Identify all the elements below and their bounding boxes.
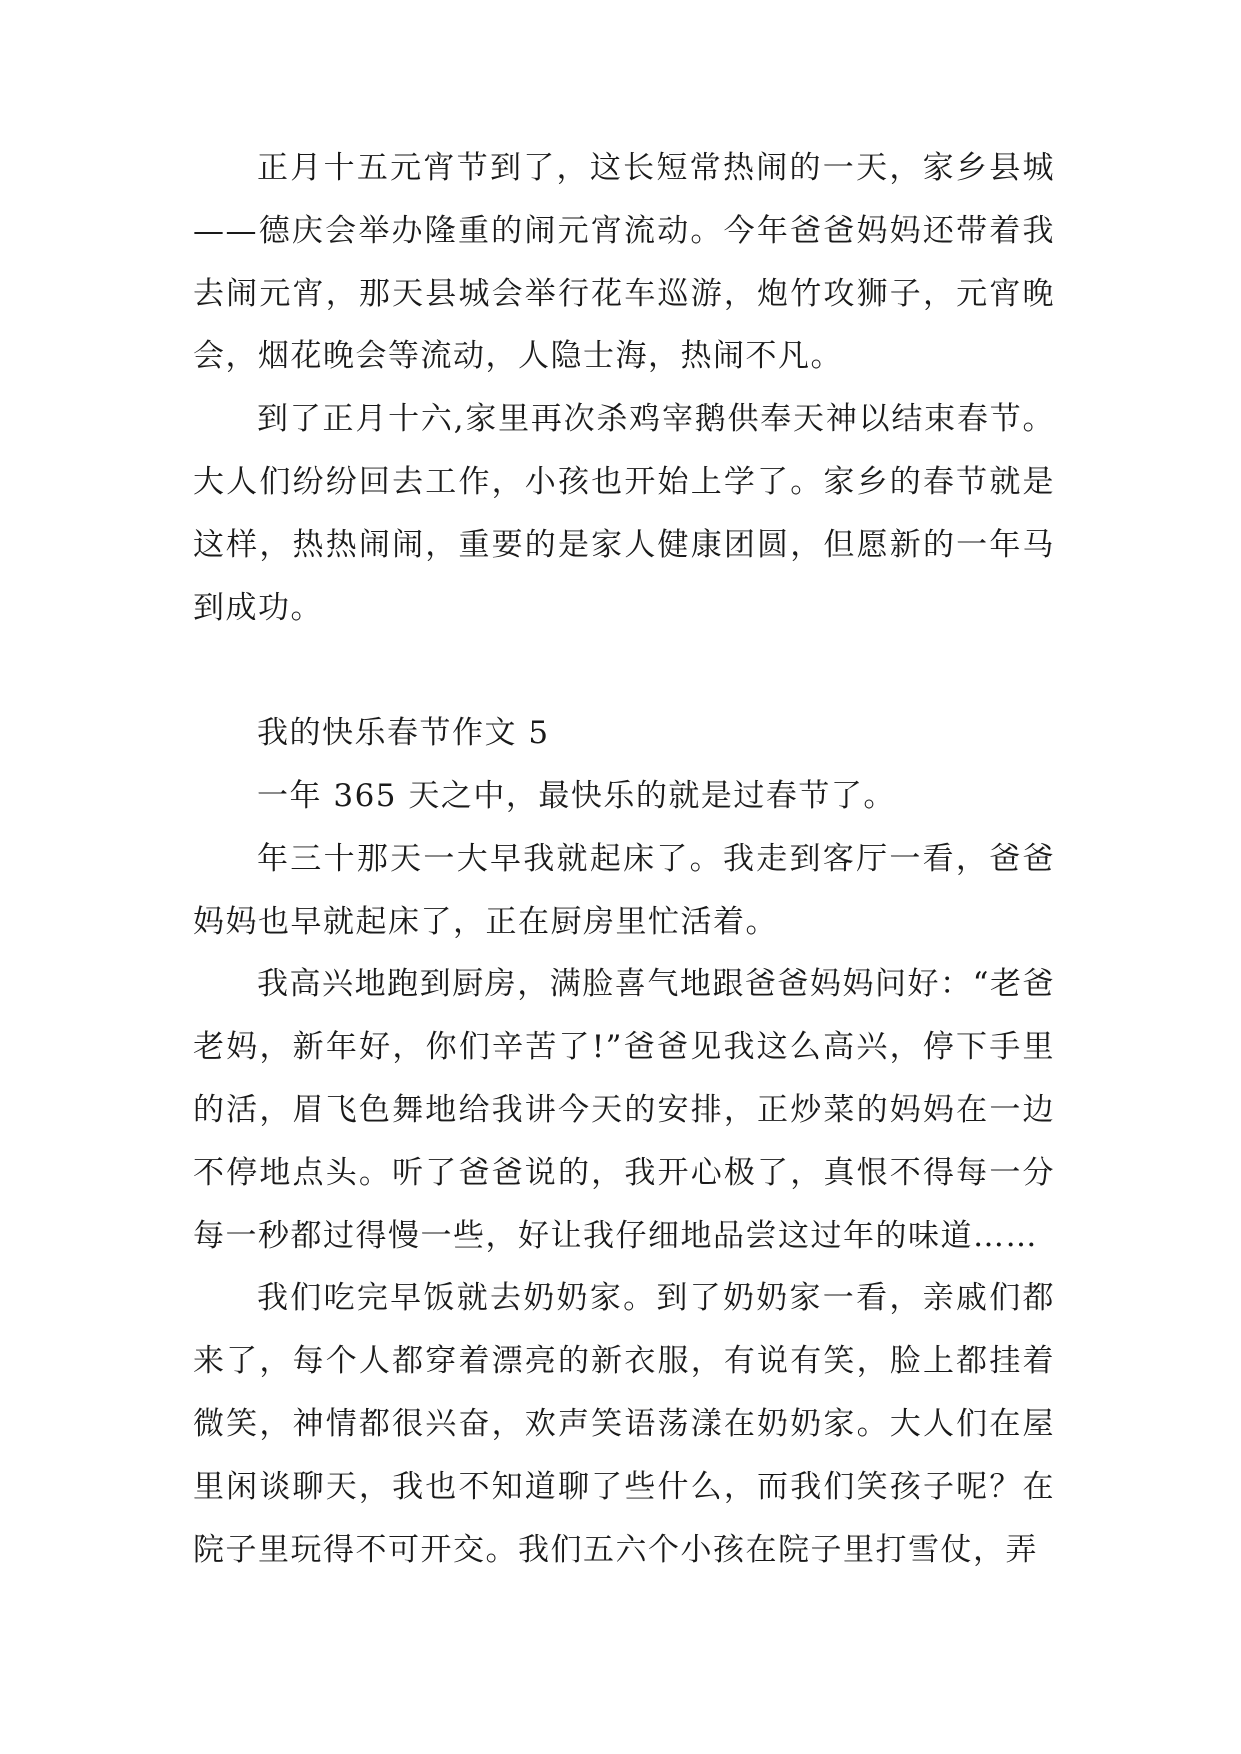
paragraph-greeting-parents: 我高兴地跑到厨房，满脸喜气地跟爸爸妈妈问好：“老爸老妈，新年好，你们辛苦了!”爸爸见我这么高兴，停下手里的活，眉飞色舞地给我讲今天的安排，正炒菜的妈妈在一边不停地点头。听了爸爸说的，我开心极了，真恨不得每一分每一秒都过得慢一些，好让我仔细地品尝这过年的味道……: [193, 966, 1055, 1254]
paragraph-intro: 一年 365 天之中，最快乐的就是过春节了。: [257, 777, 896, 814]
document-body: [193, 137, 1055, 1581]
paragraph-new-years-eve-morning: 年三十那天一大早我就起床了。我走到客厅一看，爸爸妈妈也早就起床了，正在厨房里忙活着。: [193, 840, 1055, 940]
section-gap: [193, 639, 1055, 702]
paragraph-grandma-house: 我们吃完早饭就去奶奶家。到了奶奶家一看，亲戚们都来了，每个人都穿着漂亮的新衣服，有说有笑，脸上都挂着微笑，神情都很兴奋，欢声笑语荡漾在奶奶家。大人们在屋里闲谈聊天，我也不知道聊了些什么，而我们笑孩子呢？在院子里玩得不可开交。我们五六个小孩在院子里打雪仗，弄: [193, 1280, 1055, 1568]
paragraph-lantern-festival: 正月十五元宵节到了，这长短常热闹的一天，家乡县城——德庆会举办隆重的闹元宵流动。今年爸爸妈妈还带着我去闹元宵，那天县城会举行花车巡游，炮竹攻狮子，元宵晚会，烟花晚会等流动，人隐士海，热闹不凡。: [193, 150, 1055, 375]
essay-title: 我的快乐春节作文 5: [257, 715, 550, 752]
paragraph-sixteenth-day: 到了正月十六,家里再次杀鸡宰鹅供奉天神以结束春节。大人们纷纷回去工作，小孩也开始上学了。家乡的春节就是这样，热热闹闹，重要的是家人健康团圆，但愿新的一年马到成功。: [193, 401, 1055, 626]
